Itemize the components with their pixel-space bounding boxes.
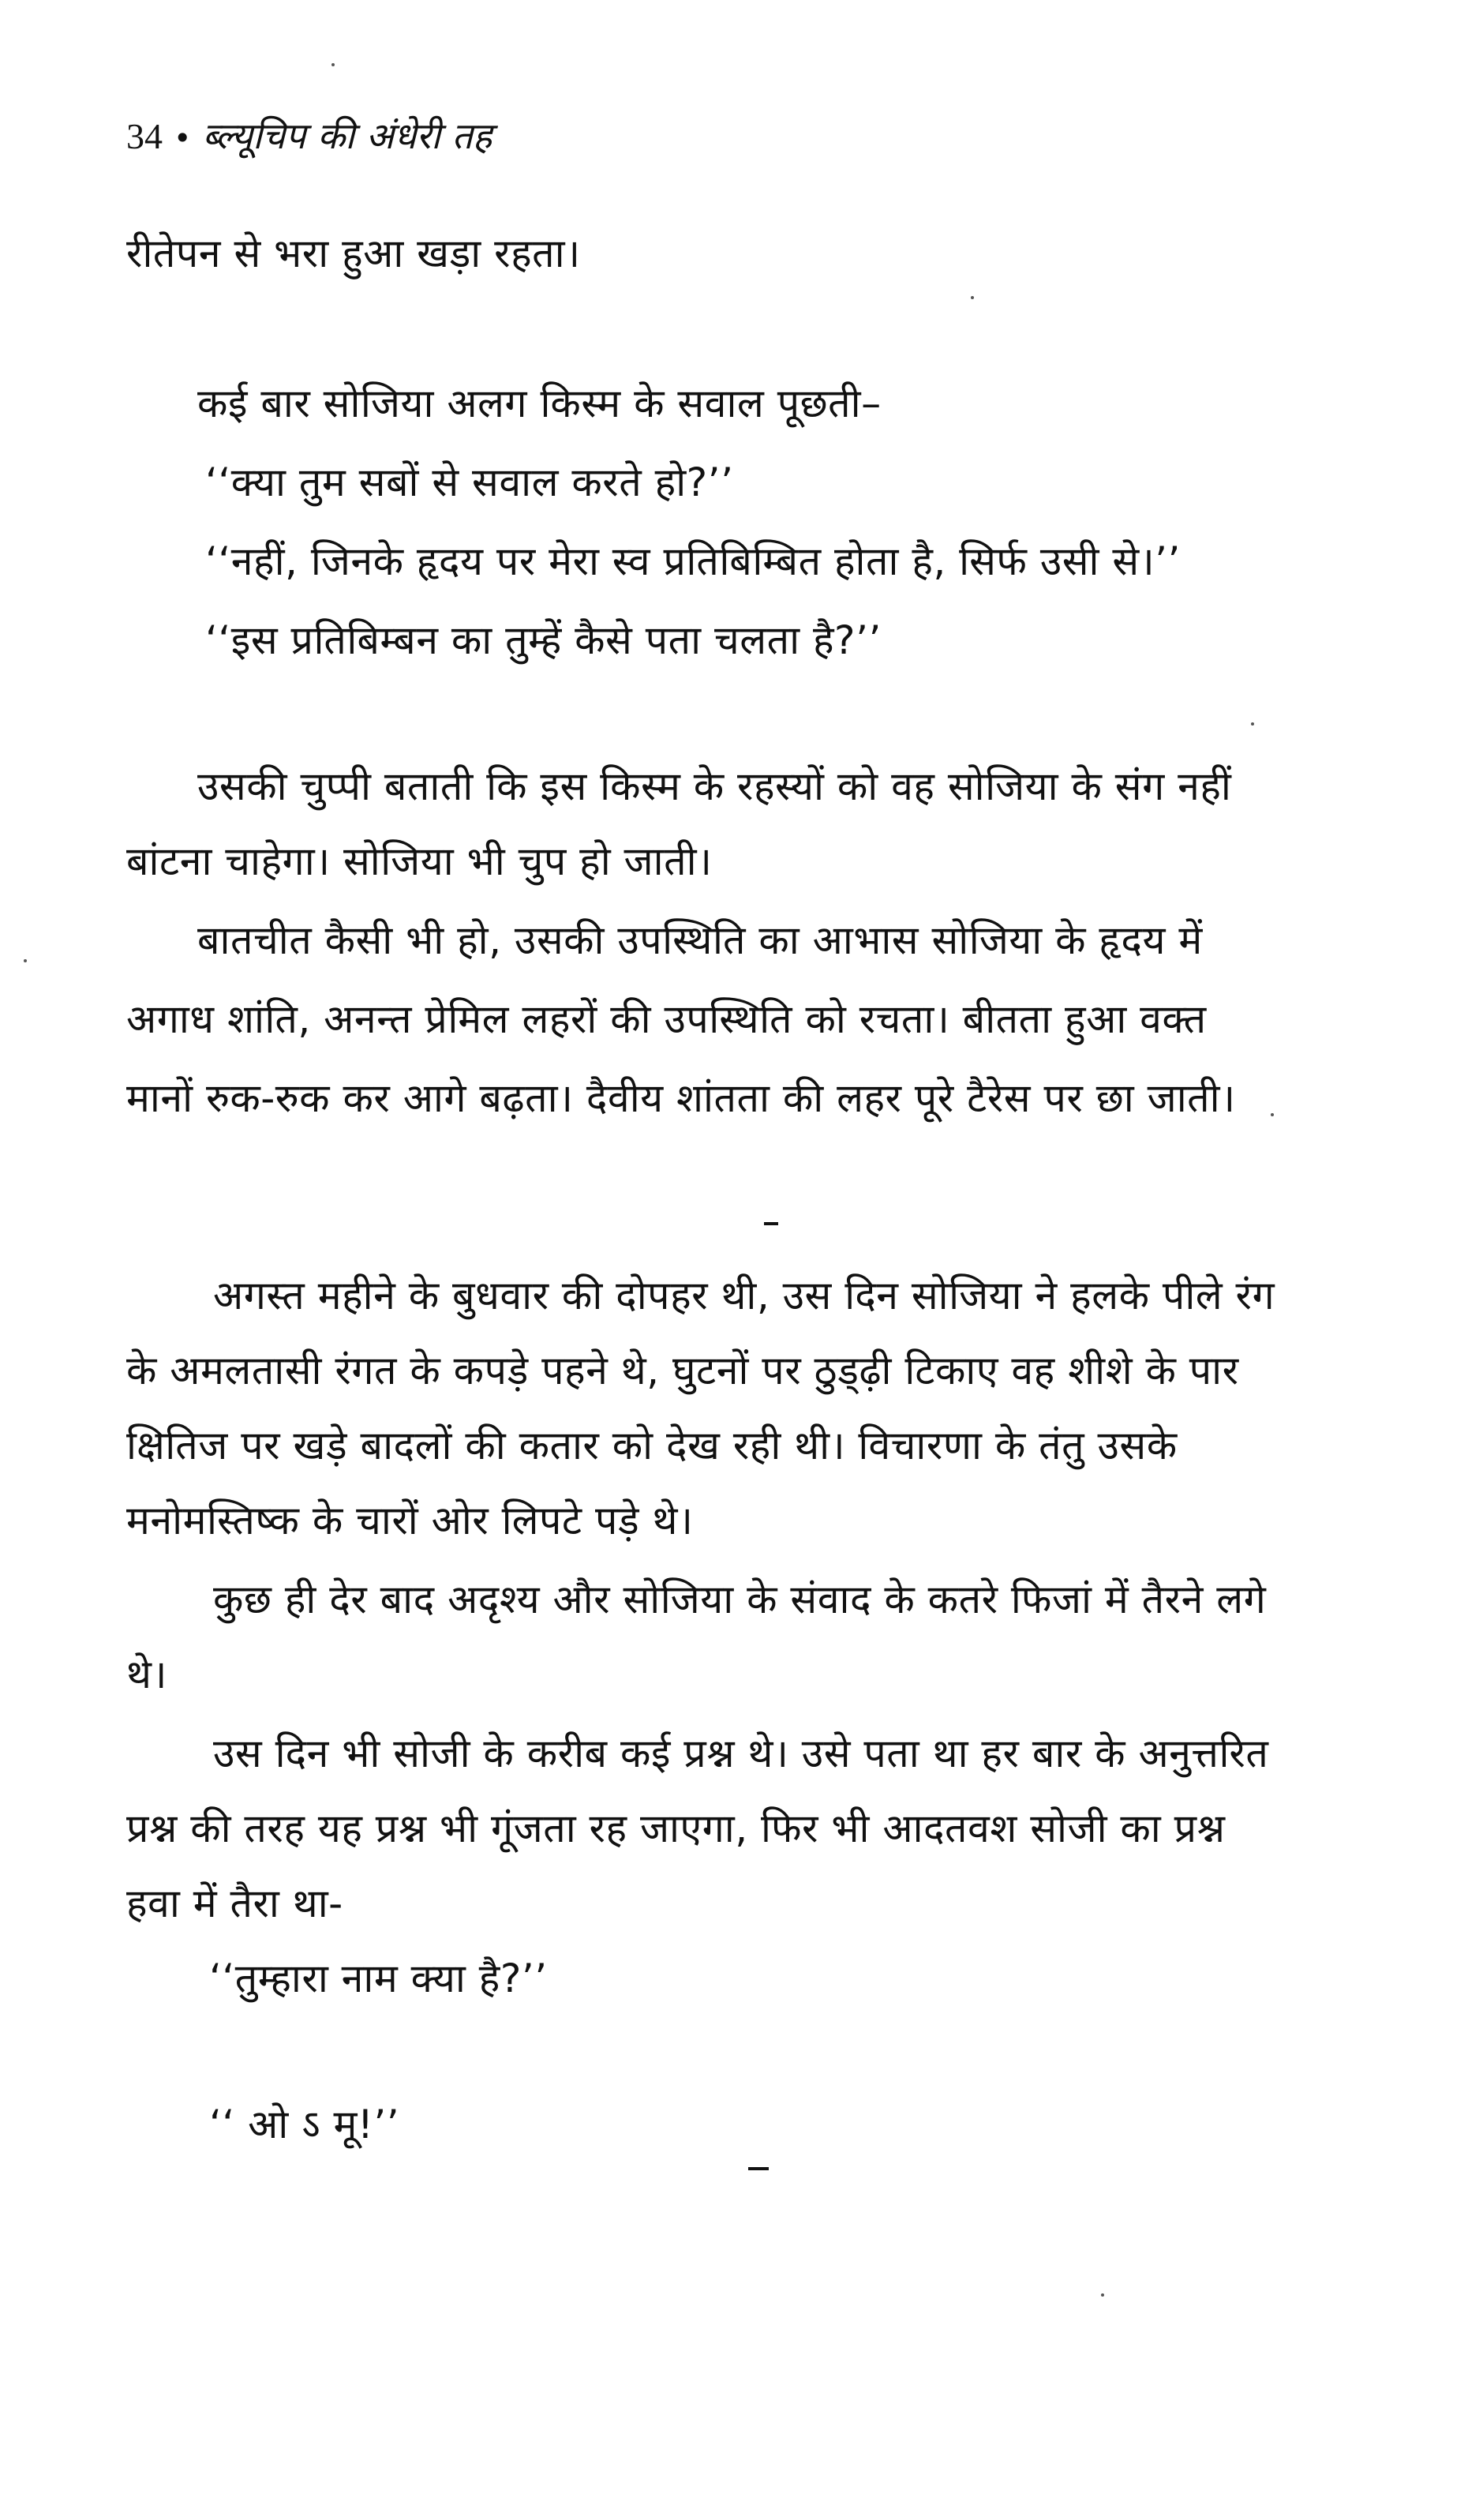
text-line: थे। [126,1652,167,1697]
scan-speck [331,63,335,66]
text-line: मानों रुक-रुक कर आगे बढ़ता। दैवीय शांतता की लहर पूरे टैरेस पर छा जाती। [126,1075,1236,1121]
text-line: ‘‘क्या तुम सबों से सवाल करते हो?’’ [205,459,734,505]
text-line: रीतेपन से भरा हुआ खड़ा रहता। [126,231,581,276]
scan-speck [1251,722,1254,726]
running-header [126,111,492,163]
text-line: हवा में तैरा था- [126,1881,343,1926]
text-line: बांटना चाहेगा। सोजिया भी चुप हो जाती। [126,838,713,884]
text-line: के अमलतासी रंगत के कपड़े पहने थे, घुटनों पर ठुड्ढ़ी टिकाए वह शीशे के पार [126,1348,1239,1393]
section-break-mark [764,1222,778,1225]
end-mark [748,2167,769,2170]
text-line: उस दिन भी सोजी के करीब कई प्रश्न थे। उसे पता था हर बार के अनुत्तरित [213,1731,1269,1776]
text-line: ‘‘नहीं, जिनके हृदय पर मेरा स्व प्रतिबिम्बित होता है, सिर्फ उसी से।’’ [205,538,1181,584]
text-line: ‘‘इस प्रतिबिम्बन का तुम्हें कैसे पता चलता है?’’ [205,617,882,663]
text-line: ‘‘ ओ ऽ मू!’’ [209,2102,400,2147]
text-line: कुछ ही देर बाद अदृश्य और सोजिया के संवाद के कतरे फिजां में तैरने लगे [213,1577,1267,1622]
header-bullet: • [174,121,192,156]
scan-speck [24,959,27,962]
text-line: कई बार सोजिया अलग किस्म के सवाल पूछती– [197,381,882,426]
text-line: बातचीत कैसी भी हो, उसकी उपस्थिति का आभास सोजिया के हृदय में [197,917,1203,963]
text-line: प्रश्न की तरह यह प्रश्न भी गूंजता रह जाएगा, फिर भी आदतवश सोजी का प्रश्न [126,1806,1226,1851]
text-line: ‘‘तुम्हारा नाम क्या है?’’ [209,1956,548,2001]
text-line: उसकी चुप्पी बताती कि इस किस्म के रहस्यों को वह सोजिया के संग नहीं [197,763,1232,809]
scan-speck [1271,1113,1274,1116]
scan-speck [1101,2293,1104,2297]
scan-speck [971,296,974,299]
book-title: ब्ल्यूचिप की अंधेरी तह [202,114,492,157]
page-number: 34 [126,116,163,156]
text-line: अगाध शांति, अनन्त प्रेमिल लहरों की उपस्थिति को रचता। बीतता हुआ वक्त [126,996,1207,1042]
text-line: क्षितिज पर खड़े बादलों की कतार को देख रही थी। विचारणा के तंतु उसके [126,1423,1178,1468]
text-line: मनोमस्तिष्क के चारों ओर लिपटे पड़े थे। [126,1498,694,1543]
text-line: अगस्त महीने के बुधवार की दोपहर थी, उस दिन सोजिया ने हलके पीले रंग [213,1273,1275,1318]
